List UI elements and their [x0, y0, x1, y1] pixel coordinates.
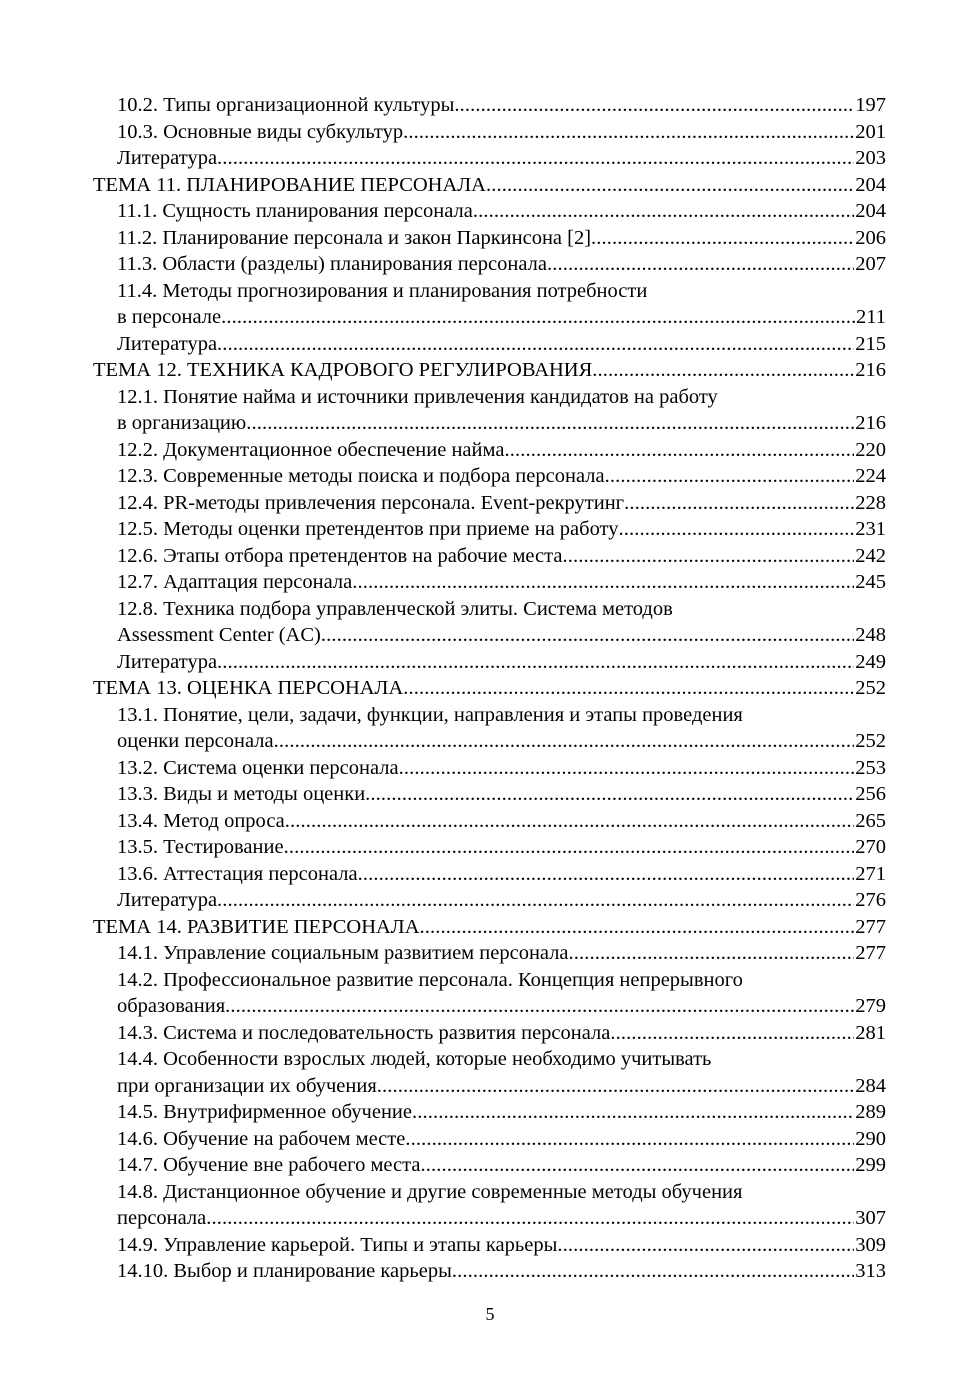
dot-leader [420, 1152, 854, 1179]
toc-section-entry [93, 543, 886, 570]
toc-section-entry [93, 596, 886, 649]
toc-entry-title: 12.6. Этапы отбора претендентов на рабочие места [117, 544, 563, 567]
toc-entry-title-first-line: 12.1. Понятие найма и источники привлечения кандидатов на работу [117, 385, 718, 408]
toc-entry-page-number: 252 [855, 677, 886, 699]
toc-entry-title: 14.7. Обучение вне рабочего места [117, 1154, 421, 1176]
toc-section-entry [93, 437, 886, 464]
toc-entry-page-number: 207 [855, 253, 886, 275]
dot-leader [365, 781, 854, 808]
toc-section-entry [93, 1258, 886, 1285]
toc-entry-page-number: 252 [855, 730, 886, 752]
toc-entry-title: 14.9. Управление карьерой. Типы и этапы карьеры [117, 1233, 558, 1256]
toc-entry-title: при организации их обучения [117, 1074, 377, 1097]
toc-entry-title: 13.4. Метод опроса [117, 809, 285, 832]
toc-section-entry [93, 887, 886, 914]
toc-entry-page-number: 204 [855, 200, 886, 222]
toc-section-entry [93, 649, 886, 676]
toc-entry-title: образования [117, 995, 226, 1017]
toc-section-entry [93, 463, 886, 490]
dot-leader [217, 331, 854, 358]
toc-entry-page-number: 253 [855, 756, 886, 779]
toc-entry-page-number: 231 [855, 518, 886, 540]
toc-chapter-entry [93, 357, 886, 384]
toc-entry-page-number: 216 [855, 359, 886, 381]
toc-section-entry [93, 1179, 886, 1232]
toc-entry-title-first-line: 13.1. Понятие, цели, задачи, функции, направления и этапы проведения [117, 703, 743, 726]
toc-section-entry [93, 861, 886, 888]
toc-section-entry [93, 225, 886, 252]
dot-leader [504, 437, 854, 464]
toc-entry-title-first-line: 12.8. Техника подбора управленческой элиты. Система методов [117, 597, 673, 620]
toc-section-entry [93, 516, 886, 543]
toc-entry-title: ТЕМА 13. ОЦЕНКА ПЕРСОНАЛА [93, 677, 404, 699]
toc-entry-page-number: 224 [855, 465, 886, 487]
toc-section-entry [93, 1232, 886, 1259]
dot-leader [420, 914, 855, 941]
toc-entry-page-number: 201 [855, 120, 886, 143]
toc-entry-page-number: 204 [855, 173, 886, 196]
toc-entry-title: ТЕМА 11. ПЛАНИРОВАНИЕ ПЕРСОНАЛА [93, 173, 486, 196]
dot-leader [321, 622, 854, 649]
toc-entry-page-number: 249 [855, 650, 886, 673]
toc-section-entry [93, 92, 886, 119]
toc-section-entry [93, 1126, 886, 1153]
toc-section-entry [93, 940, 886, 967]
toc-entry-page-number: 270 [855, 836, 886, 858]
toc-entry-page-number: 290 [855, 1127, 886, 1150]
toc-section-entry [93, 755, 886, 782]
toc-entry-title: Литература [117, 650, 218, 673]
toc-entry-page-number: 279 [855, 995, 886, 1017]
dot-leader [246, 410, 854, 437]
dot-leader [358, 861, 855, 888]
toc-entry-title: 13.5. Тестирование [117, 836, 284, 858]
toc-chapter-entry [93, 914, 886, 941]
dot-leader [412, 1099, 854, 1126]
dot-leader [403, 675, 854, 702]
toc-entry-title: 12.3. Современные методы поиска и подбора персонала [117, 465, 605, 487]
dot-leader [284, 834, 855, 861]
dot-leader [562, 543, 854, 570]
dot-leader [403, 119, 854, 146]
toc-entry-title: 12.5. Методы оценки претендентов при приеме на работу [117, 518, 619, 540]
dot-leader [592, 357, 854, 384]
dot-leader [217, 887, 854, 914]
toc-entry-title: 11.1. Сущность планирования персонала [117, 200, 473, 222]
toc-entry-title: 14.3. Система и последовательность развития персонала [117, 1021, 611, 1044]
toc-entry-title: ТЕМА 12. ТЕХНИКА КАДРОВОГО РЕГУЛИРОВАНИЯ [93, 359, 593, 381]
toc-entry-page-number: 299 [855, 1154, 886, 1176]
toc-entry-page-number: 277 [855, 942, 886, 964]
toc-section-entry [93, 1046, 886, 1099]
toc-entry-page-number: 309 [855, 1233, 886, 1256]
toc-entry-page-number: 276 [855, 889, 886, 911]
toc-section-entry [93, 781, 886, 808]
dot-leader [221, 304, 855, 331]
dot-leader [452, 1258, 854, 1285]
toc-section-entry [93, 490, 886, 517]
toc-entry-title: 13.6. Аттестация персонала [117, 862, 358, 885]
toc-entry-title: 11.2. Планирование персонала и закон Паркинсона [2] [117, 226, 592, 249]
table-of-contents [93, 92, 886, 1285]
dot-leader [557, 1232, 854, 1259]
toc-entry-page-number: 228 [855, 491, 886, 514]
toc-section-entry [93, 808, 886, 835]
toc-entry-page-number: 216 [855, 412, 886, 434]
toc-entry-page-number: 197 [855, 94, 886, 116]
toc-entry-page-number: 307 [855, 1207, 886, 1229]
toc-entry-title-first-line: 11.4. Методы прогнозирования и планирования потребности [117, 279, 648, 302]
page-number: 5 [485, 1304, 495, 1324]
toc-entry-title: 14.6. Обучение на рабочем месте [117, 1127, 406, 1150]
toc-section-entry [93, 251, 886, 278]
toc-chapter-entry [93, 172, 886, 199]
dot-leader [619, 516, 855, 543]
toc-entry-page-number: 206 [855, 226, 886, 249]
toc-entry-page-number: 284 [855, 1074, 886, 1097]
dot-leader [274, 728, 855, 755]
toc-entry-page-number: 265 [855, 809, 886, 832]
dot-leader [206, 1205, 854, 1232]
toc-section-entry [93, 331, 886, 358]
toc-section-entry [93, 384, 886, 437]
dot-leader [547, 251, 854, 278]
dot-leader [473, 198, 854, 225]
toc-entry-page-number: 245 [855, 571, 886, 593]
dot-leader [217, 145, 854, 172]
dot-leader [405, 1126, 854, 1153]
toc-entry-page-number: 281 [855, 1021, 886, 1044]
toc-entry-title: 11.3. Области (разделы) планирования персонала [117, 253, 547, 275]
toc-section-entry [93, 569, 886, 596]
dot-leader [285, 808, 854, 835]
toc-entry-title: 10.2. Типы организационной культуры [117, 94, 455, 116]
dot-leader [225, 993, 854, 1020]
toc-entry-page-number: 215 [855, 332, 886, 355]
toc-entry-title: 14.5. Внутрифирменное обучение [117, 1101, 412, 1123]
dot-leader [624, 490, 854, 517]
dot-leader [591, 225, 854, 252]
toc-entry-page-number: 256 [855, 783, 886, 805]
toc-entry-page-number: 242 [855, 544, 886, 567]
toc-entry-title-first-line: 14.4. Особенности взрослых людей, которые необходимо учитывать [117, 1048, 712, 1070]
toc-section-entry [93, 1152, 886, 1179]
toc-section-entry [93, 119, 886, 146]
toc-entry-title: персонала [117, 1207, 207, 1229]
toc-entry-title: в организацию [117, 412, 247, 434]
toc-section-entry [93, 1099, 886, 1126]
toc-entry-page-number: 289 [855, 1101, 886, 1123]
toc-entry-page-number: 248 [855, 624, 886, 646]
toc-entry-page-number: 277 [855, 915, 886, 938]
toc-entry-title: 13.2. Система оценки персонала [117, 756, 399, 779]
dot-leader [217, 649, 854, 676]
toc-entry-title: ТЕМА 14. РАЗВИТИЕ ПЕРСОНАЛА [93, 915, 420, 938]
toc-entry-title: 13.3. Виды и методы оценки [117, 783, 366, 805]
toc-entry-title: 14.10. Выбор и планирование карьеры [117, 1260, 452, 1282]
toc-section-entry [93, 702, 886, 755]
toc-entry-page-number: 211 [856, 306, 886, 328]
toc-entry-page-number: 220 [855, 438, 886, 461]
toc-entry-title: Литература [117, 889, 218, 911]
dot-leader [454, 92, 854, 119]
toc-section-entry [93, 198, 886, 225]
toc-entry-page-number: 313 [855, 1260, 886, 1282]
toc-chapter-entry [93, 675, 886, 702]
toc-entry-title: 12.7. Адаптация персонала [117, 571, 353, 593]
dot-leader [486, 172, 854, 199]
dot-leader [399, 755, 855, 782]
toc-entry-title: оценки персонала [117, 730, 274, 752]
toc-section-entry [93, 1020, 886, 1047]
dot-leader [605, 463, 855, 490]
toc-entry-title: 14.1. Управление социальным развитием персонала [117, 942, 569, 964]
toc-entry-title-first-line: 14.2. Профессиональное развитие персонала. Концепция непрерывного [117, 968, 743, 991]
toc-entry-title: 10.3. Основные виды субкультур [117, 120, 404, 143]
toc-entry-page-number: 271 [855, 862, 886, 885]
dot-leader [569, 940, 855, 967]
toc-entry-title: 12.2. Документационное обеспечение найма [117, 438, 505, 461]
toc-entry-title-first-line: 14.8. Дистанционное обучение и другие современные методы обучения [117, 1180, 743, 1203]
dot-leader [352, 569, 854, 596]
dot-leader [610, 1020, 854, 1047]
toc-section-entry [93, 145, 886, 172]
toc-entry-title: Литература [117, 332, 218, 355]
toc-entry-title: 12.4. PR-методы привлечения персонала. Event-рекрутинг [117, 491, 625, 514]
toc-section-entry [93, 278, 886, 331]
toc-section-entry [93, 834, 886, 861]
toc-entry-title: Assessment Center (AC) [117, 624, 321, 646]
toc-entry-title: в персонале [117, 306, 222, 328]
dot-leader [377, 1073, 854, 1100]
toc-entry-page-number: 203 [855, 147, 886, 169]
toc-entry-title: Литература [117, 147, 218, 169]
toc-section-entry [93, 967, 886, 1020]
